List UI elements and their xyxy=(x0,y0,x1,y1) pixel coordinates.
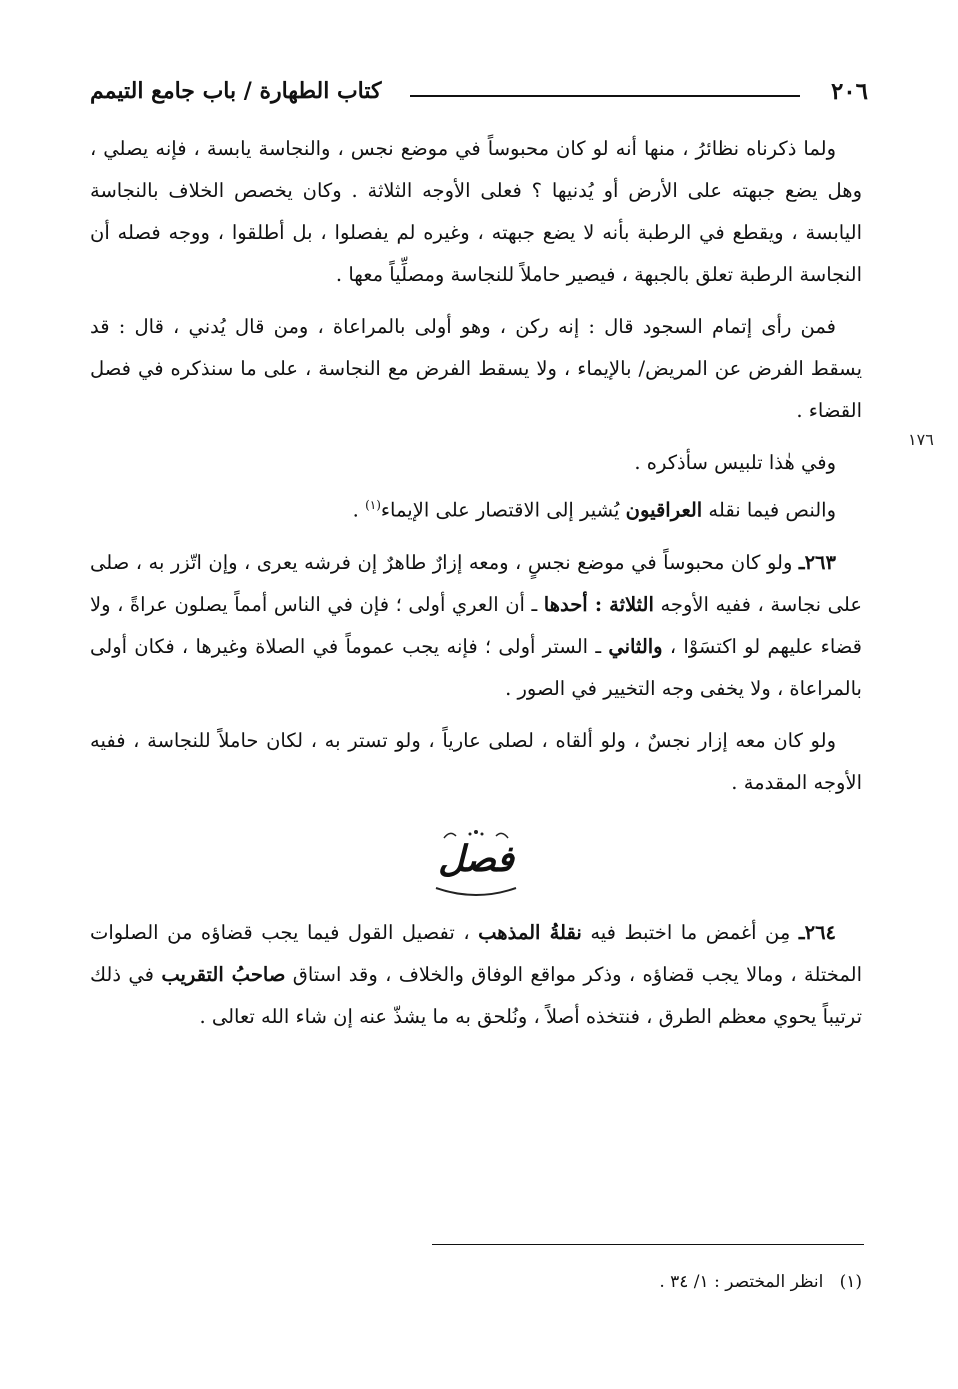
text-span: مِن أغمض ما اختبط فيه xyxy=(581,920,799,944)
footnote-marker: (١) xyxy=(365,498,381,512)
page-body xyxy=(90,128,862,1048)
paragraph-264 xyxy=(90,912,862,1038)
section-heading-ornament xyxy=(90,824,862,904)
paragraph-6: ولو كان معه إزار نجسٌ ، ولو ألقاه ، لصلى عارياً ، ولو تستر به ، لكان حاملاً للنجاسة ، ففيه الأوجه المقدمة . xyxy=(90,728,862,794)
paragraph-4 xyxy=(90,484,862,532)
page-header xyxy=(90,78,868,118)
text-span: في ذلك ترتيباً يحوي معظم الطرق ، فنتخذه أصلاً ، ونُلحق به ما يشذّ عنه إن شاء الله تعالى . xyxy=(90,962,862,1028)
text-span: والنص فيما نقله xyxy=(702,498,836,522)
bold-term: نقلةُ المذهب xyxy=(478,920,582,944)
header-rule xyxy=(410,95,800,97)
text-span: ـ أن العري أولى ؛ فإن في الناس أمماً يصلون عراةً ، ولا قضاء عليهم لو اكتسَوْا ، xyxy=(90,592,862,658)
bold-term: والثاني xyxy=(608,634,663,658)
bold-term: صاحبُ التقريب xyxy=(161,962,286,986)
paragraph-3: وفي هٰذا تلبيس سأذكره . xyxy=(634,451,836,474)
text-span: ، تفصيل القول فيما يجب قضاؤه من الصلوات المختلة ، ومالا يجب قضاؤه ، وذكر مواقع الوفاق والخلاف ، وقد استاق xyxy=(90,920,863,986)
footnote-number: (١) xyxy=(839,1272,862,1292)
paragraph-number: ٢٦٤ـ xyxy=(798,920,837,944)
margin-folio-reference: ١٧٦ xyxy=(908,430,934,449)
paragraph-number: ٢٦٣ـ xyxy=(798,550,836,574)
text-span: ـ الستر أولى ؛ فإنه يجب عموماً في الصلاة وغيرها ، فكان أولى بالمراعاة ، ولا يخفى وجه التخيير في الصور . xyxy=(90,634,862,700)
paragraph-263 xyxy=(90,542,862,710)
bold-term: الثلاثة : أحدها xyxy=(543,592,654,616)
footnote-separator xyxy=(432,1244,864,1245)
text-span: يُشير إلى الاقتصار على الإيماء xyxy=(380,498,626,522)
footnote-text: انظر المختصر : ١/ ٣٤ . xyxy=(659,1272,824,1292)
bold-term: العراقيون xyxy=(625,498,703,522)
paragraph-1: ولما ذكرناه نظائرُ ، منها أنه لو كان محبوساً في موضع نجس ، والنجاسة يابسة ، فإنه يصلي ، وهل يضع جبهته على الأرض أو يُدنيها ؟ فعلى الأوجه الثلاثة . وكان يخصص الخلاف بالنجاسة اليابسة ، ويقطع في الرطبة بأنه لا يضع جبهته ، وغيره لم يفصلوا ، بل أطلقوا ، ووجه فصله أن النجاسة الرطبة تعلق بالجبهة ، فيصير حاملاً للنجاسة ومصلِّياً معها . xyxy=(90,137,862,286)
running-title: كتاب الطهارة / باب جامع التيمم xyxy=(90,78,382,104)
paragraph-2: فمن رأى إتمام السجود قال : إنه ركن ، وهو أولى بالمراعاة ، ومن قال يُدني ، قال : قد يسقط الفرض عن المريض/ بالإيماء ، ولا يسقط الفرض مع النجاسة ، على ما سنذكره في فصل القضاء . xyxy=(90,315,862,422)
text-span: ولو كان محبوساً في موضع نجسٍ ، ومعه إزارٌ طاهرٌ إن فرشه يعرى ، وإن اتّزر به ، صلى على نجاسة ، ففيه الأوجه xyxy=(90,550,862,616)
page-number: ٢٠٦ xyxy=(830,78,868,105)
footnote xyxy=(90,1272,862,1292)
section-heading: فصل xyxy=(438,837,514,880)
text-span: . xyxy=(352,498,366,522)
